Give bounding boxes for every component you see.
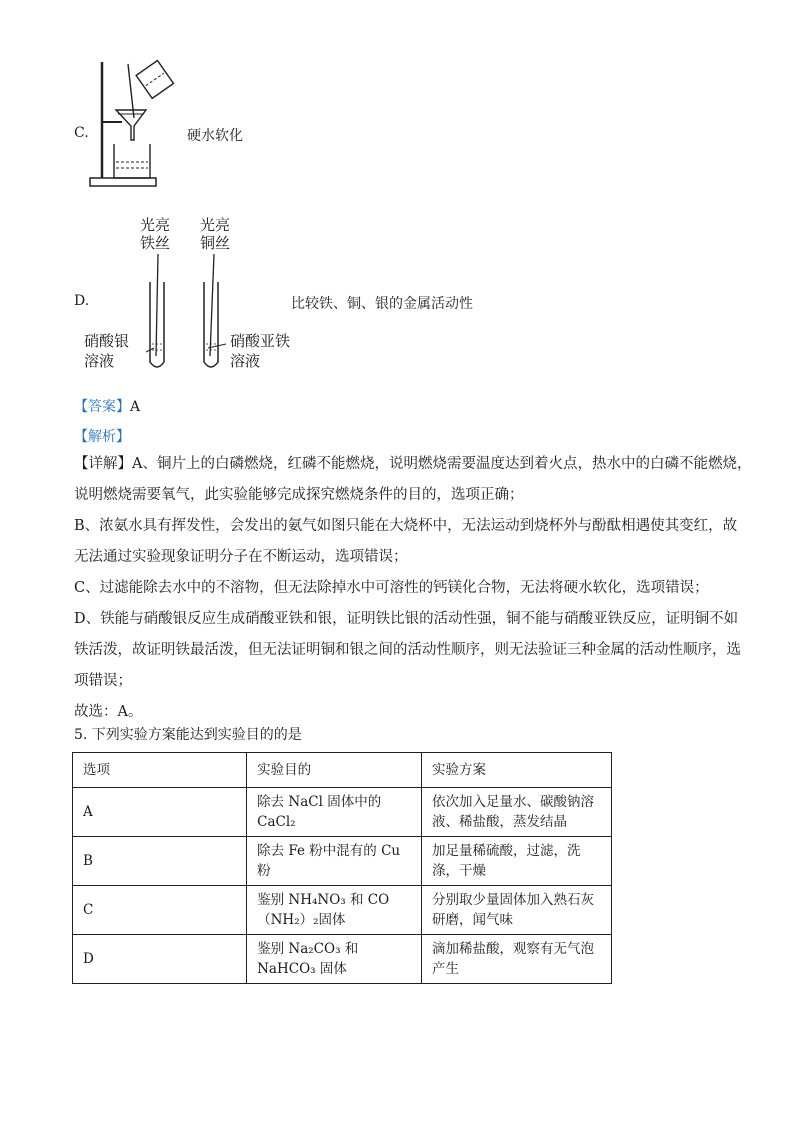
header-purpose: 实验目的	[247, 753, 422, 788]
cell-plan: 分别取少量固体加入熟石灰研磨，闻气味	[422, 886, 612, 935]
table-header-row	[73, 753, 612, 788]
label-bright-copper-wire-2: 铜丝	[200, 234, 231, 252]
table-row	[73, 837, 612, 886]
cell-purpose: 除去 NaCl 固体中的 CaCl₂	[247, 788, 422, 837]
detail-line: C、过滤能除去水中的不溶物，但无法除掉水中可溶性的钙镁化合物，无法将硬水软化，选项错误；	[74, 580, 709, 596]
table-row	[73, 886, 612, 935]
detail-line: 铁活泼，故证明铁最活泼，但无法证明铜和银之间的活动性顺序，则无法验证三种金属的活动性顺序，选	[74, 642, 741, 658]
cell-option: A	[73, 788, 247, 837]
table-row	[73, 935, 612, 984]
cell-option: B	[73, 837, 247, 886]
label-silver-nitrate-1: 硝酸银	[84, 332, 130, 350]
analysis-tag: 【解析】	[74, 429, 130, 445]
question-5-table	[72, 752, 612, 984]
detail-line: B、浓氨水具有挥发性，会发出的氨气如图只能在大烧杯中，无法运动到烧杯外与酚酞相遇使其变红，故	[74, 518, 738, 534]
option-d-letter: D.	[74, 293, 90, 309]
option-d-caption: 比较铁、铜、银的金属活动性	[291, 296, 473, 312]
filtration-apparatus-figure	[88, 58, 180, 192]
question-5-stem: 5. 下列实验方案能达到实验目的的是	[74, 727, 302, 743]
cell-option: D	[73, 935, 247, 984]
detail-explanation	[74, 452, 751, 724]
cell-plan: 加足量稀硫酸，过滤，洗涤，干燥	[422, 837, 612, 886]
detail-line: 无法通过实验现象证明分子在不断运动，选项错误；	[74, 549, 408, 565]
cell-purpose: 鉴别 Na₂CO₃ 和 NaHCO₃ 固体	[247, 935, 422, 984]
answer-value: A	[130, 399, 141, 415]
cell-option: C	[73, 886, 247, 935]
table-row	[73, 788, 612, 837]
option-c-caption: 硬水软化	[187, 128, 243, 144]
label-bright-iron-wire-1: 光亮	[140, 216, 171, 234]
analysis-line	[74, 426, 130, 446]
option-c-letter: C.	[74, 125, 89, 141]
answer-tag: 【答案】	[74, 399, 130, 415]
label-silver-nitrate-2: 溶液	[84, 352, 115, 370]
label-ferrous-nitrate-1: 硝酸亚铁	[230, 332, 291, 350]
cell-plan: 滴加稀盐酸，观察有无气泡产生	[422, 935, 612, 984]
cell-plan: 依次加入足量水、碳酸钠溶液、稀盐酸，蒸发结晶	[422, 788, 612, 837]
detail-line: 故选：A。	[74, 704, 143, 720]
test-tubes-figure	[84, 216, 304, 376]
cell-purpose: 鉴别 NH₄NO₃ 和 CO（NH₂）₂固体	[247, 886, 422, 935]
answer-line	[74, 396, 140, 416]
detail-line: 【详解】A、铜片上的白磷燃烧，红磷不能燃烧，说明燃烧需要温度达到着火点，热水中的白磷不能燃烧，	[74, 456, 752, 472]
detail-line: 项错误；	[74, 673, 132, 689]
label-bright-copper-wire-1: 光亮	[200, 216, 231, 234]
label-ferrous-nitrate-2: 溶液	[230, 352, 261, 370]
header-option: 选项	[73, 753, 247, 788]
cell-purpose: 除去 Fe 粉中混有的 Cu 粉	[247, 837, 422, 886]
label-bright-iron-wire-2: 铁丝	[140, 234, 171, 252]
detail-line: 说明燃烧需要氧气，此实验能够完成探究燃烧条件的目的，选项正确；	[74, 487, 524, 503]
detail-line: D、铁能与硝酸银反应生成硝酸亚铁和银，证明铁比银的活动性强，铜不能与硝酸亚铁反应，证明铜不如	[74, 611, 739, 627]
header-plan: 实验方案	[422, 753, 612, 788]
